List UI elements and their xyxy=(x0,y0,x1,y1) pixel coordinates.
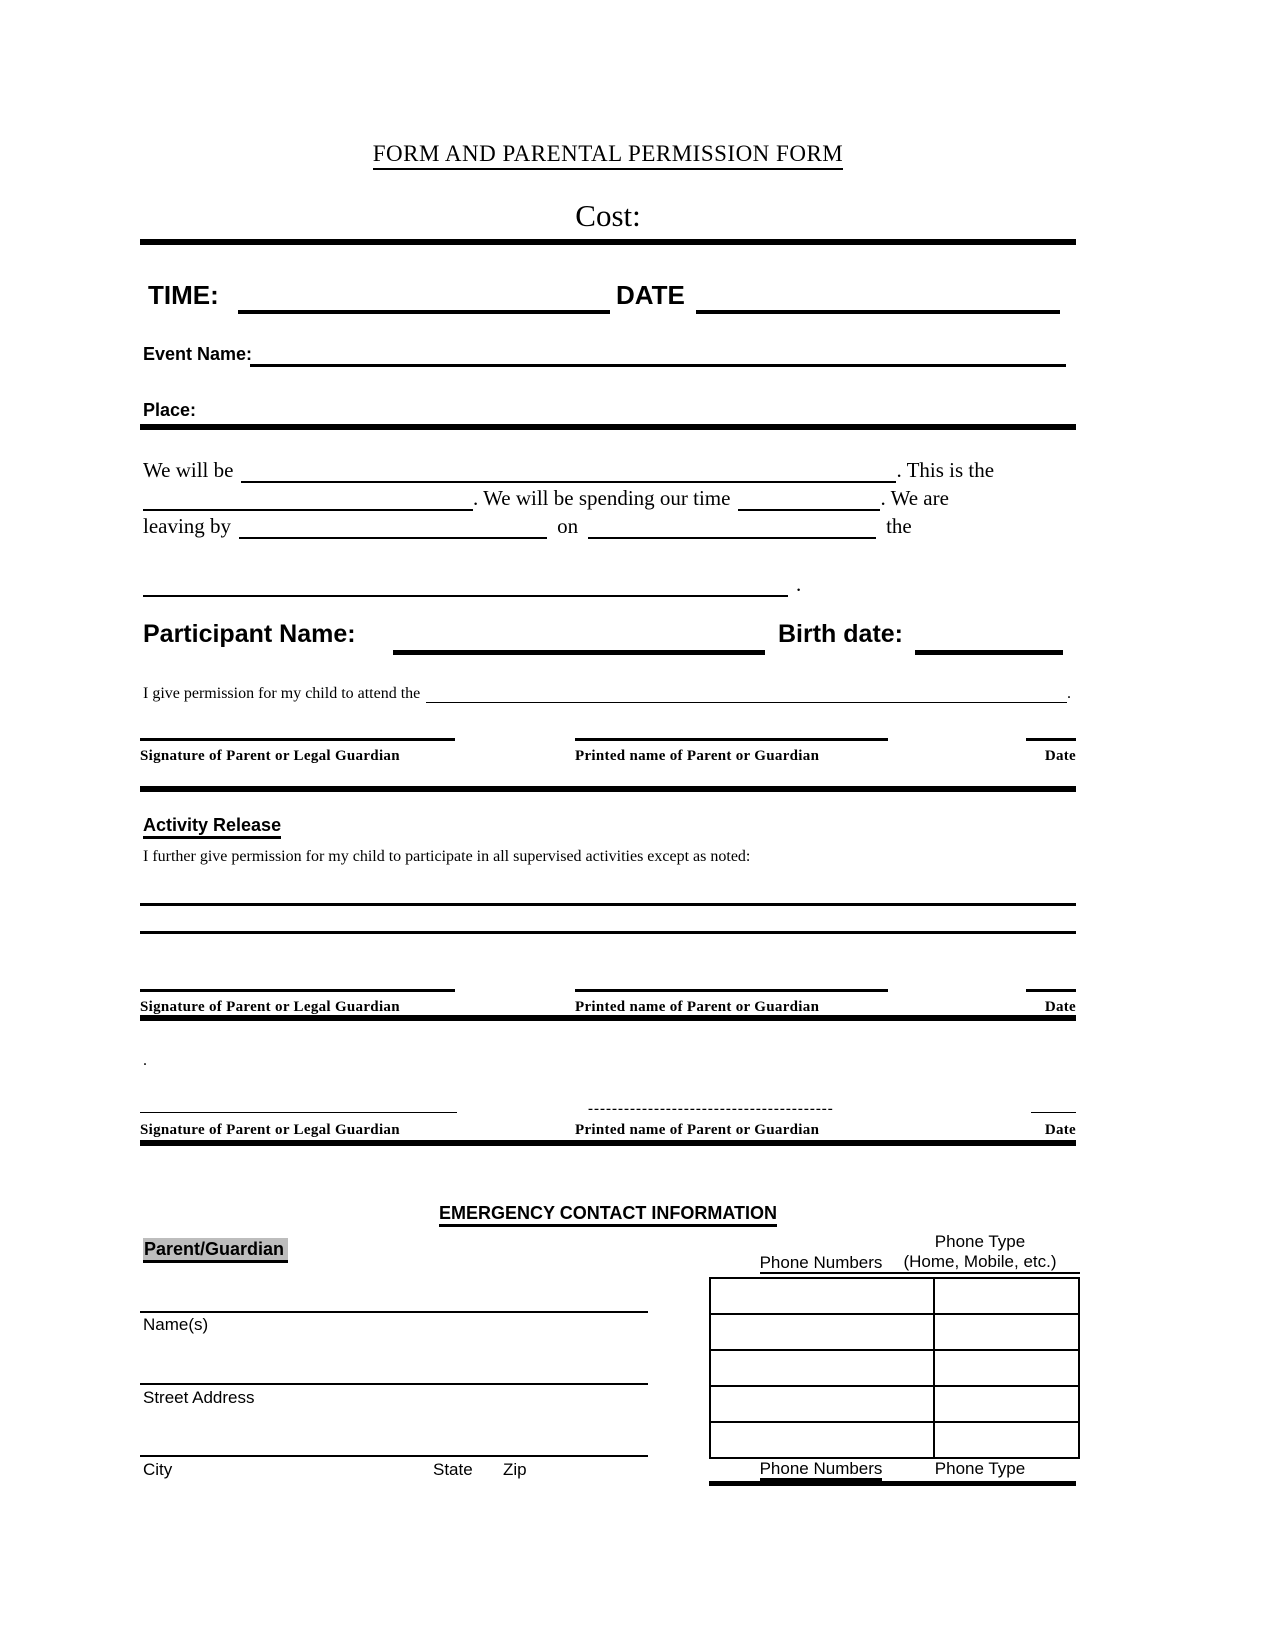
date-label: DATE xyxy=(616,280,685,310)
trip-blank-5[interactable] xyxy=(588,537,876,539)
zip-label: Zip xyxy=(503,1460,527,1479)
names-label: Name(s) xyxy=(143,1315,209,1334)
phone-table-cell[interactable] xyxy=(933,1349,1078,1385)
signature-label: Signature of Parent or Legal Guardian xyxy=(140,1122,400,1138)
date-label: Date xyxy=(1044,1122,1076,1138)
birth-date-label: Birth date: xyxy=(778,620,903,648)
phone-table-cell[interactable] xyxy=(711,1349,933,1385)
phone-type-header-line2: (Home, Mobile, etc.) xyxy=(880,1252,1080,1274)
street-address-blank[interactable] xyxy=(140,1383,648,1385)
date-blank[interactable] xyxy=(1026,987,1076,992)
participant-name-blank[interactable] xyxy=(393,620,765,655)
trip-paragraph xyxy=(143,456,1071,597)
birth-date-blank[interactable] xyxy=(915,620,1063,655)
date-label: Date xyxy=(1044,999,1076,1015)
time-date-row xyxy=(148,280,1076,316)
date-blank[interactable] xyxy=(1031,1112,1076,1113)
event-name-blank[interactable] xyxy=(250,344,1066,367)
street-address-label: Street Address xyxy=(143,1388,255,1407)
printed-name-label: Printed name of Parent or Guardian xyxy=(575,999,820,1015)
phone-table xyxy=(709,1277,1080,1459)
permission-blank[interactable] xyxy=(426,702,1067,703)
permission-period: . xyxy=(1067,685,1071,702)
trip-line2-suffix: . We are xyxy=(880,486,949,510)
form-title-row xyxy=(140,141,1076,167)
activity-release-heading-row xyxy=(143,815,281,836)
event-name-row xyxy=(140,344,1076,370)
trip-blank-1[interactable] xyxy=(241,481,896,483)
phone-table-cell[interactable] xyxy=(711,1421,933,1457)
trip-blank-4[interactable] xyxy=(239,537,547,539)
signature-blank[interactable] xyxy=(140,987,455,992)
time-blank[interactable] xyxy=(238,280,610,314)
date-label: Date xyxy=(1044,748,1076,764)
activity-release-heading: Activity Release xyxy=(143,815,281,839)
parent-guardian-label: Parent/Guardian xyxy=(143,1238,288,1263)
trip-line1-prefix: We will be xyxy=(143,458,234,482)
footer-phone-type xyxy=(880,1459,1080,1479)
names-blank[interactable] xyxy=(140,1311,648,1313)
phone-table-cell[interactable] xyxy=(933,1385,1078,1421)
state-label: State xyxy=(433,1460,473,1479)
participant-name-label: Participant Name: xyxy=(143,620,356,648)
trip-blank-2[interactable] xyxy=(143,509,473,511)
place-label: Place: xyxy=(143,400,197,420)
printed-name-dashed-line[interactable]: ----------------------------------------- xyxy=(588,1101,834,1117)
event-name-label: Event Name: xyxy=(143,344,253,364)
cost-blank-line[interactable] xyxy=(140,239,1076,245)
phone-numbers-header-text: Phone Numbers xyxy=(759,1253,883,1272)
participant-row xyxy=(143,620,1073,656)
phone-table-cell[interactable] xyxy=(933,1313,1078,1349)
time-label: TIME: xyxy=(148,280,219,310)
signature-blank[interactable] xyxy=(140,1112,457,1113)
phone-type-header-line1: Phone Type xyxy=(934,1232,1026,1251)
printed-name-blank[interactable] xyxy=(575,987,888,992)
footer-divider xyxy=(709,1481,1076,1486)
form-title: FORM AND PARENTAL PERMISSION FORM xyxy=(373,141,844,170)
phone-table-cell[interactable] xyxy=(711,1313,933,1349)
permission-text: I give permission for my child to attend the xyxy=(143,685,421,702)
trip-line3-prefix: leaving by xyxy=(143,514,232,538)
signature-block-1 xyxy=(140,736,1076,778)
activity-notes-blank-1[interactable] xyxy=(140,903,1076,906)
date-blank[interactable] xyxy=(696,280,1060,314)
footer-phone-type-text: Phone Type xyxy=(934,1459,1026,1478)
phone-table-cell[interactable] xyxy=(933,1421,1078,1457)
section-divider xyxy=(140,786,1076,792)
trip-blank-6[interactable] xyxy=(143,595,788,597)
permission-row xyxy=(143,683,1071,703)
date-blank[interactable] xyxy=(1026,736,1076,741)
section-divider xyxy=(140,1140,1076,1146)
phone-table-cell[interactable] xyxy=(933,1279,1078,1313)
city-state-zip-blank[interactable] xyxy=(140,1455,648,1457)
trip-line-3 xyxy=(143,511,1071,539)
signature-block-2 xyxy=(140,987,1076,1029)
emergency-heading: EMERGENCY CONTACT INFORMATION xyxy=(439,1203,777,1227)
trip-line-4 xyxy=(143,569,1071,597)
footer-phone-numbers-text: Phone Numbers xyxy=(760,1459,883,1481)
trip-line2-middle: . We will be spending our time xyxy=(473,486,731,510)
cost-label: Cost: xyxy=(575,198,641,233)
trip-blank-3[interactable] xyxy=(738,509,880,511)
trip-line-1 xyxy=(143,456,1071,483)
printed-name-label: Printed name of Parent or Guardian xyxy=(575,1122,820,1138)
activity-notes-blank-2[interactable] xyxy=(140,931,1076,934)
place-blank-line[interactable] xyxy=(140,424,1076,430)
trip-line4-period: . xyxy=(796,572,802,596)
section-divider xyxy=(140,1015,1076,1021)
emergency-heading-row xyxy=(140,1203,1076,1224)
cost-row xyxy=(140,198,1076,234)
printed-name-blank[interactable] xyxy=(575,736,888,741)
signature-blank[interactable] xyxy=(140,736,455,741)
city-label: City xyxy=(143,1460,173,1479)
phone-table-cell[interactable] xyxy=(711,1385,933,1421)
trip-line3-suffix: the xyxy=(886,514,912,538)
signature-label: Signature of Parent or Legal Guardian xyxy=(140,748,400,764)
trip-line1-suffix: . This is the xyxy=(896,458,995,482)
trip-line3-middle: on xyxy=(557,514,579,538)
trip-line-2 xyxy=(143,483,1071,511)
signature-label: Signature of Parent or Legal Guardian xyxy=(140,999,400,1015)
parent-guardian-row xyxy=(143,1239,288,1260)
activity-release-text: I further give permission for my child to participate in all supervised activities except as noted: xyxy=(143,848,751,865)
phone-table-cell[interactable] xyxy=(711,1279,933,1313)
stray-period: . xyxy=(143,1052,147,1069)
printed-name-label: Printed name of Parent or Guardian xyxy=(575,748,820,764)
phone-numbers-header xyxy=(709,1253,933,1273)
